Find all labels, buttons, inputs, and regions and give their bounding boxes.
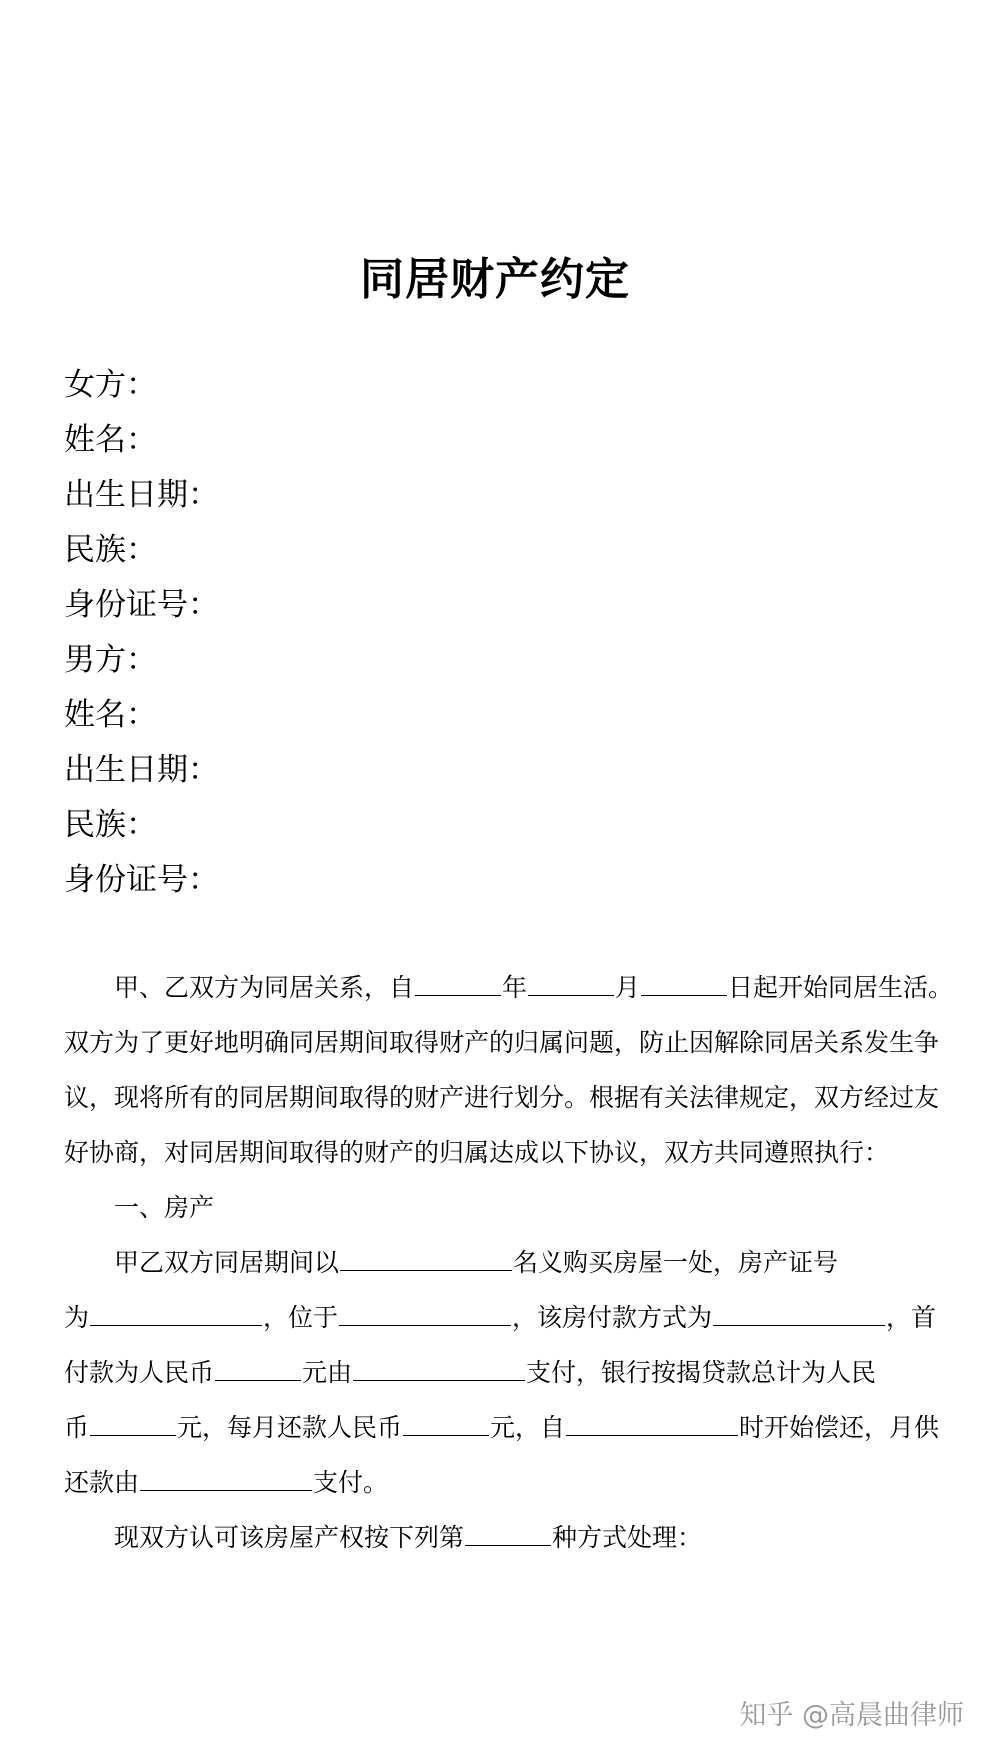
payment-method-blank [713, 1303, 885, 1326]
document-title: 同居财产约定 [360, 254, 630, 305]
location-blank [339, 1303, 511, 1326]
text-segment: 支付，银行按揭贷款总计为人民 [526, 1358, 877, 1387]
loan-total-blank [90, 1413, 176, 1436]
repayment-start-blank [566, 1413, 738, 1436]
paragraph-line [64, 1235, 934, 1290]
year-blank [415, 973, 501, 996]
male-birthdate-label: 出生日期： [64, 752, 219, 788]
text-segment: 币 [64, 1413, 90, 1442]
paragraph-line [64, 1510, 934, 1565]
text-segment: 付款为人民币 [64, 1358, 215, 1387]
paragraph-line: 好协商，对同居期间取得的财产的归属达成以下协议，双方共同遵照执行： [64, 1138, 890, 1167]
text-segment: 年 [502, 973, 528, 1002]
paragraph-line [64, 1345, 934, 1400]
male-id-number-label: 身份证号： [64, 862, 219, 898]
paragraph-line [64, 960, 954, 1015]
down-payer-blank [353, 1358, 525, 1381]
text-segment: 元由 [302, 1358, 353, 1387]
text-segment: 日起开始同居生活。 [728, 973, 954, 1002]
section-heading-property: 一、房产 [114, 1193, 215, 1222]
text-segment: 还款由 [64, 1468, 140, 1497]
female-ethnicity-label: 民族： [64, 532, 157, 568]
female-id-number-label: 身份证号： [64, 587, 219, 623]
female-birthdate-label: 出生日期： [64, 477, 219, 513]
text-segment: 现双方认可该房屋产权按下列第 [114, 1523, 465, 1552]
text-segment: 为 [64, 1303, 90, 1332]
text-segment: 名义购买房屋一处，房产证号 [513, 1248, 839, 1277]
paragraph-line [64, 1400, 940, 1455]
text-segment: 支付。 [313, 1468, 389, 1497]
text-segment: 时开始偿还，月供 [739, 1413, 940, 1442]
text-segment: ，首 [886, 1303, 937, 1332]
certificate-number-blank [90, 1303, 262, 1326]
female-party-label: 女方： [64, 367, 157, 403]
text-segment: 甲、乙双方为同居关系，自 [114, 973, 415, 1002]
text-segment: 甲乙双方同居期间以 [114, 1248, 340, 1277]
text-segment: 元，每月还款人民币 [177, 1413, 403, 1442]
party-info-fields [64, 358, 219, 908]
day-blank [641, 973, 727, 996]
paragraph-line: 议，现将所有的同居期间取得的财产进行划分。根据有关法律规定，双方经过友 [64, 1083, 940, 1112]
monthly-payer-blank [140, 1468, 312, 1491]
text-segment: 元，自 [490, 1413, 566, 1442]
down-payment-blank [215, 1358, 301, 1381]
text-segment: ，位于 [263, 1303, 339, 1332]
monthly-payment-blank [403, 1413, 489, 1436]
text-segment: 月 [615, 973, 641, 1002]
month-blank [528, 973, 614, 996]
male-name-label: 姓名： [64, 697, 157, 733]
option-number-blank [465, 1523, 551, 1546]
paragraph-line [64, 1455, 934, 1510]
watermark: 知乎 @高晨曲律师 [739, 1700, 964, 1731]
male-ethnicity-label: 民族： [64, 807, 157, 843]
text-segment: 种方式处理： [552, 1523, 703, 1552]
agreement-body [64, 960, 954, 1565]
paragraph-line [64, 1290, 937, 1345]
paragraph-line: 双方为了更好地明确同居期间取得财产的归属问题，防止因解除同居关系发生争 [64, 1028, 940, 1057]
owner-name-blank [340, 1248, 512, 1271]
male-party-label: 男方： [64, 642, 157, 678]
female-name-label: 姓名： [64, 422, 157, 458]
text-segment: ，该房付款方式为 [512, 1303, 713, 1332]
